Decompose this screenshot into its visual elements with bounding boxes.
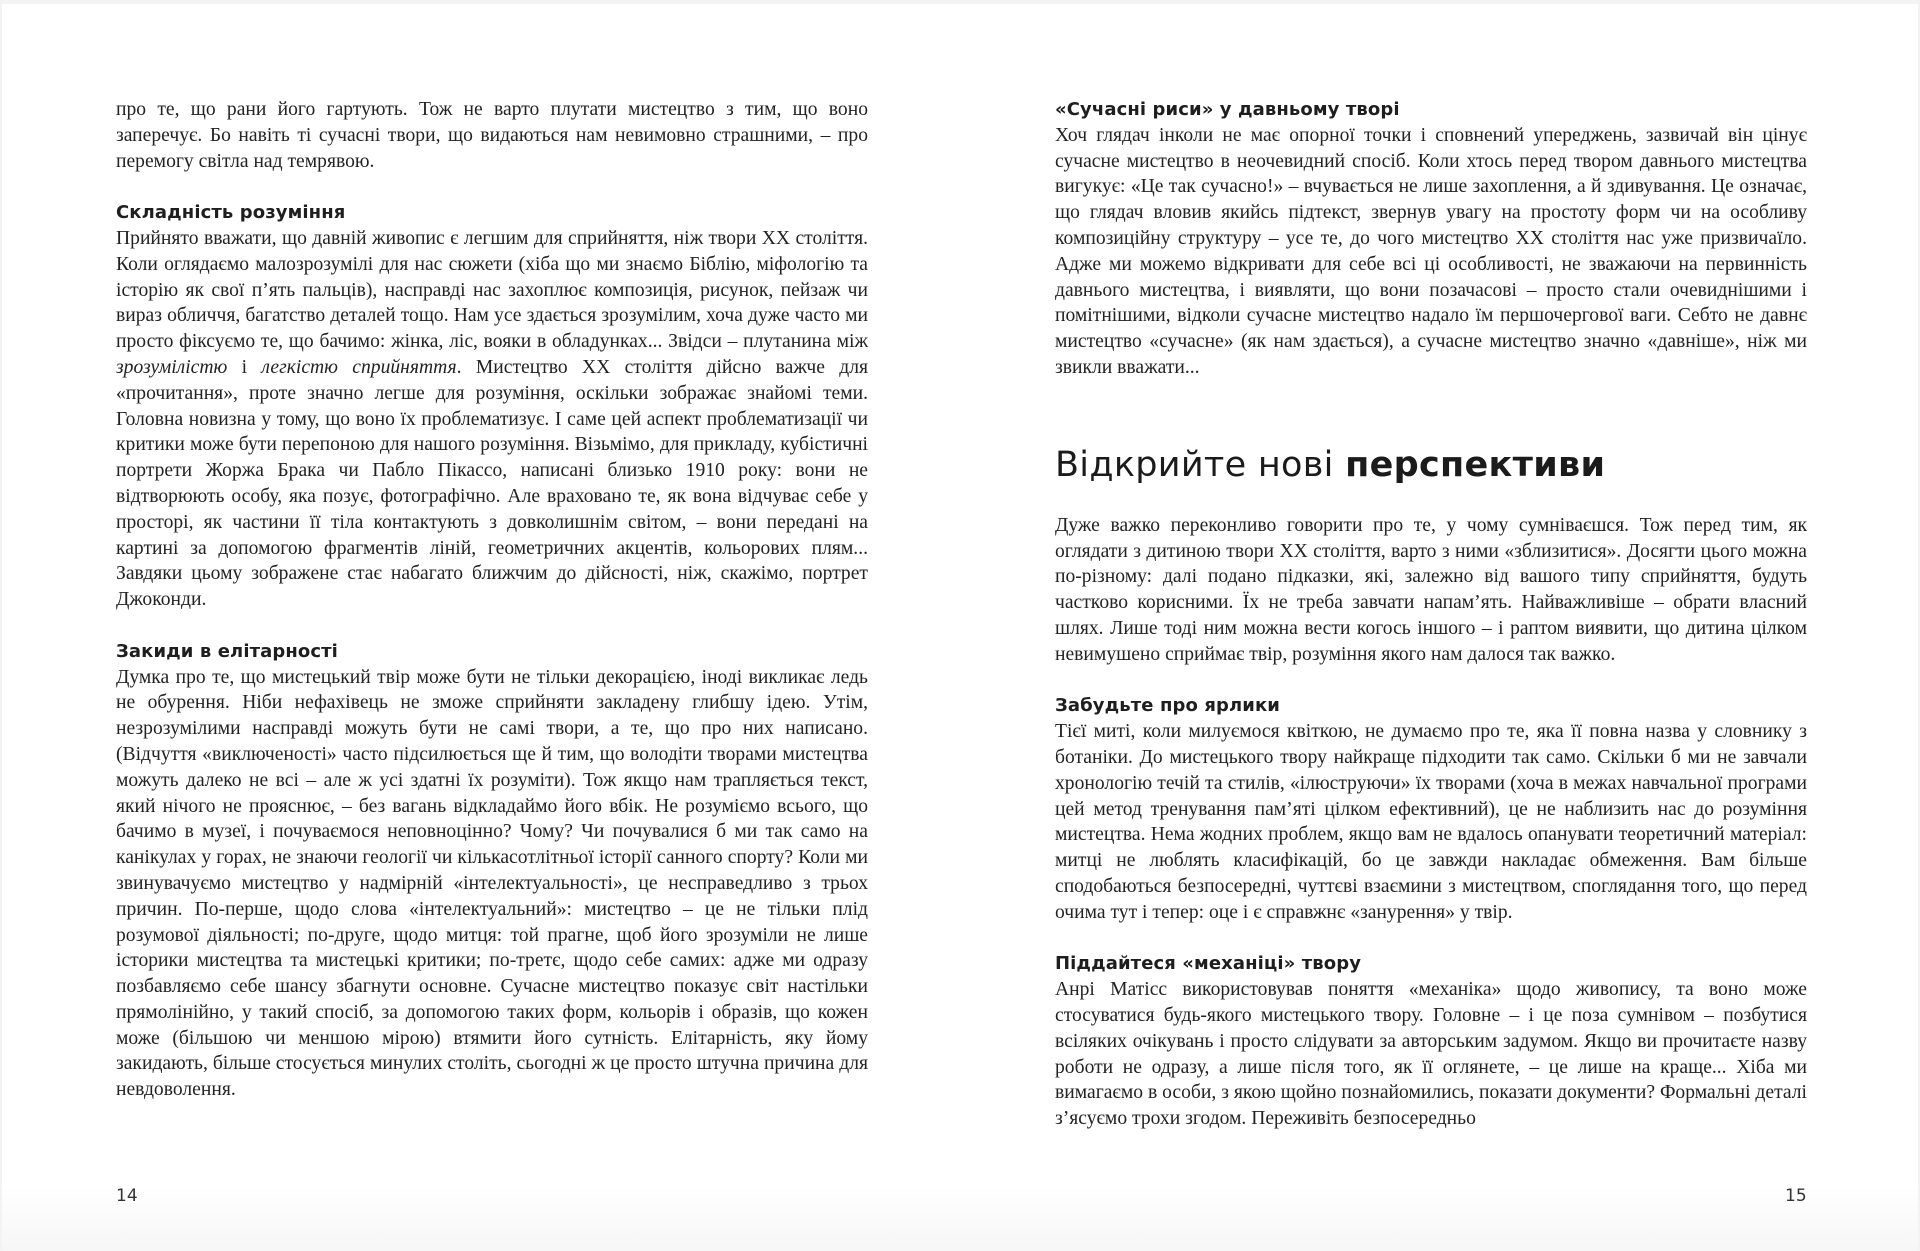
italic-term-comprehensibility: зрозумілістю [116,356,228,378]
section-heading-modern-features: «Сучасні риси» у давньому творі [1055,99,1400,120]
left-column [116,97,868,1103]
section-heading-elitism: Закиди в елітарності [116,640,338,662]
chapter-title-bold: перспективи [1345,444,1606,485]
page-number-right: 15 [1785,1186,1807,1206]
section-body-mechanics: Анрі Матісс використовував поняття «механіка» щодо живопису, та воно може стосуватися будь-якого мистецького твору. Головне – і це поза сумнівом – позбутися всіляких очікувань і просто слідувати за авторським задумом. Якщо ви прочитаєте назву роботи не одразу, а лише після того, як її оглянете, – це лише на краще... Хіба ми вимагаємо в особи, з якою щойно познайомились, показати документи? Формальні деталі з’ясуємо трохи згодом. Переживіть безпосередньо [1055,979,1807,1130]
book-spread [2,4,1918,1251]
body-text: . Мистецтво XX століття дійсно важче для «прочитання», проте значно легше для розуміння, оскільки зображає знайомі теми. Головна новизна у тому, що воно їх проблематизує. І саме цей аспект проблематизації чи критики може бути перепоною для нашого розуміння. Візьмімо, для прикладу, кубістичні портрети Жоржа Брака чи Пабло Пікассо, написані близько 1910 року: вони не відтворюють особу, яка позує, фотографічно. Але враховано те, як вона відчуває себе у просторі, як частини її тіла контактують з довколишнім світом, – вони передані на картині за допомогою фрагментів ліній, геометричних акцентів, кольорових плям... Завдяки цьому зображене стає набагато ближчим до дійсності, ніж, скажімо, портрет Джоконди. [116,356,869,611]
section-body-elitism: Думка про те, що мистецький твір може бути не тільки декорацією, іноді викликає ледь не обурення. Ніби нефахівець не зможе сприйняти закладену глибшу ідею. Утім, незрозумілими насправді можуть бути не самі твори, а те, що про них написано. (Відчуття «виключеності» часто підсилюється ще й тим, що володіти творами мистецтва можуть далеко не всі – але ж усі здатні їх розуміти). Тож якщо нам трапляється текст, який нічого не прояснює, – без вагань відкладаймо його вбік. Не розуміємо всього, що бачимо в музеї, і почуваємося неповноцінно? Чому? Чи почувалися б ми так само на канікулах у горах, не знаючи геології чи кількасотлітньої історії санного спорту? Коли ми звинувачуємо мистецтво у надмірній «інтелектуальності», це несправедливо з трьох причин. По-перше, щодо слова «інтелектуальний»: мистецтво – це не тільки плід розумової діяльності; по-друге, щодо митця: той прагне, щоб його зрозуміли не лише історики мистецтва та мистецькі критики; по-третє, щодо себе самих: адже ми одразу позбавляємо себе шансу збагнути основне. Сучасне мистецтво показує світ настільки прямолінійно, у такий спосіб, за допомогою таких форм, кольорів і образів, що кожен може (більшою чи меншою мірою) втямити його сутність. Елітарність, яку йому закидають, більше стосується минулих століть, сьогодні ж це просто штучна причина для невдоволення. [116,666,868,1101]
intro-paragraph: про те, що рани його гартують. Тож не варто плутати мистецтво з тим, що воно заперечує. Бо навіть ті сучасні твори, що видаються нам невимовно страшними, – про перемогу світла над темрявою. [116,99,868,172]
chapter-title [1055,445,1807,485]
section-body-modern-features: Хоч глядач інколи не має опорної точки і сповнений упереджень, зазвичай він цінує сучасне мистецтво в неочевидний спосіб. Коли хтось перед твором давнього мистецтва вигукує: «Це так сучасно!» – вчувається не лише захоплення, а й здивування. Це означає, що глядач вловив якийсь підтекст, звернув увагу на простоту форм чи на особливу композиційну структуру – усе те, до чого мистецтво XX століття нас уже призвичаїло. Адже ми можемо відкривати для себе всі ці особливості, не зважаючи на первинність давнього мистецтва, і виявляти, що вони позачасові – просто стали очевиднішими і помітнішими, відколи сучасне мистецтво надало їм першочергової ваги. Себто не давнє мистецтво «сучасне» (як нам здається), а сучасне мистецтво значно «давніше», ніж ми звикли вважати... [1055,124,1807,378]
section-heading-complexity: Складність розуміння [116,202,346,224]
section-heading-mechanics: Піддайтеся «механіці» твору [1055,953,1362,975]
page-14 [2,4,960,1251]
right-column [1055,97,1807,1132]
section-body-labels: Тієї миті, коли милуємося квіткою, не думаємо про те, яка її повна назва у словнику з ботаніки. До мистецького твору найкраще підходити так само. Скільки б ми не завчали хронологію течій та стилів, «ілюструючи» їх творами (хоча в межах навчальної програми цей метод тренування пам’яті цілком ефективний), це не наблизить нас до розуміння мистецтва. Нема жодних проблем, якщо вам не вдалось опанувати теоретичний матеріал: митці не люблять класифікацій, бо це завжди накладає обмеження. Вам більше сподобаються безпосередні, чуттєві взаємини з мистецтвом, споглядання того, що перед очима тут і тепер: оце і є справжнє «занурення» у твір. [1055,721,1807,923]
chapter-title-light: Відкрийте нові [1055,444,1346,485]
section-heading-labels: Забудьте про ярлики [1055,695,1280,717]
section-body-complexity [116,226,868,613]
chapter-intro: Дуже важко переконливо говорити про те, у чому сумніваєшся. Тож перед тим, як оглядати з дитиною твори XX століття, варто з ними «зблизитися». Досягти цього можна по-різному: далі подано підказки, які, залежно від вашого типу сприйняття, будуть частково корисними. Їх не треба завчати напам’ять. Найважливіше – обрати власний шлях. Лише тоді ним можна вести когось іншого – і раптом виявити, що дитина цілком невимушено сприймає твір, розуміння якого нам далося так важко. [1055,514,1807,665]
page-15 [960,4,1918,1251]
page-number-left: 14 [116,1186,138,1206]
conjunction: і [227,356,262,378]
italic-term-ease: легкістю сприйняття [261,356,457,378]
body-text: Прийнято вважати, що давній живопис є легшим для сприйняття, ніж твори XX століття. Коли оглядаємо малозрозумілі для нас сюжети (хіба що ми знаємо Біблію, міфологію та історію як свої п’ять пальців), насправді нас захоплює композиція, рисунок, пейзаж чи вираз обличчя, багатство деталей тощо. Нам усе здається зрозумілим, хоча дуже часто ми просто фіксуємо те, що бачимо: жінка, ліс, вояки в обладунках... Звідси – плутанина між [116,227,868,353]
